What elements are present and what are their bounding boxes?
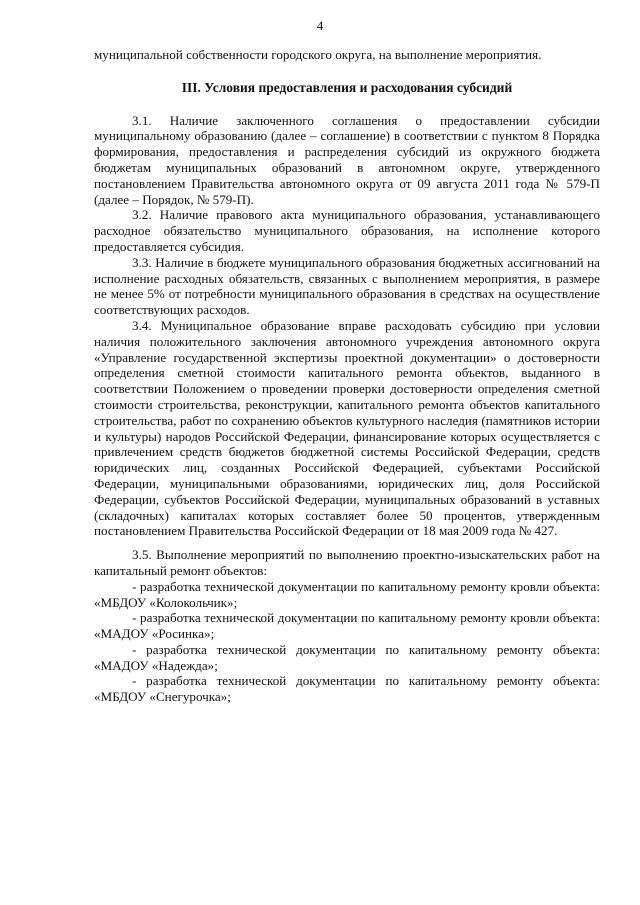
paragraph-3-4: 3.4. Муниципальное образование вправе расходовать субсидию при условии наличия положительного заключения автономного учреждения автономного округа «Управление государственной экспертизы проектной документации» о достоверности определения сметной стоимости капитального ремонта объектов, выданного в соответствии Положением о проведении проверки достоверности определения сметной стоимости строительства, реконструкции, капитального ремонта объектов капитального строительства, работ по сохранению объектов культурного наследия (памятников истории и культуры) народов Российской Федерации, финансирование которых осуществляется с привлечением средств бюджетов бюджетной системы Российской Федерации, средств юридических лиц, созданных Российской Федерацией, субъектами Российской Федерации, муниципальными образованиями, юридических лиц, доля Российской Федерации, субъектов Российской Федерации, муниципальных образований в уставных (складочных) капиталах которых составляет более 50 процентов, утвержденным постановлением Правительства Российской Федерации от 18 мая 2009 года № 427. [94,317,600,539]
section-heading: III. Условия предоставления и расходования субсидий [181,79,513,95]
page-number: 4 [316,18,324,33]
list-item: - разработка технической документации по капитальному ремонту объекта: «МБДОУ «Снегурочка»; [94,673,600,705]
list-item: - разработка технической документации по капитальному ремонту кровли объекта: «МБДОУ «Колокольчик»; [94,578,600,610]
list-item: - разработка технической документации по капитальному ремонту объекта: «МАДОУ «Надежда»; [94,641,600,673]
document-body [94,47,600,705]
paragraph-3-3: 3.3. Наличие в бюджете муниципального образования бюджетных ассигнований на исполнение расходных обязательств, связанных с выполнением мероприятия, в размере не менее 5% от потребности муниципального образования в средствах на осуществление соответствующих расходов. [94,254,600,318]
paragraph-3-5: 3.5. Выполнение мероприятий по выполнению проектно-изыскательских работ на капитальный ремонт объектов: [94,547,600,578]
paragraph-3-1: 3.1. Наличие заключенного соглашения о предоставлении субсидии муниципальному образованию (далее – соглашение) в соответствии с пунктом 8 Порядка формирования, предоставления и распределения субсидий из окружного бюджета бюджетам муниципальных образований в автономном округе, утвержденного постановлением Правительства автономного округа от 09 августа 2011 года № 579-П (далее – Порядок, № 579-П). [94,112,600,207]
list-item: - разработка технической документации по капитальному ремонту кровли объекта: «МАДОУ «Росинка»; [94,610,600,642]
carryover-line: муниципальной собственности городского округа, на выполнение мероприятия. [94,47,542,62]
paragraph-3-2: 3.2. Наличие правового акта муниципального образования, устанавливающего расходное обязательство муниципального образования, на исполнение которого предоставляется субсидия. [94,207,600,254]
